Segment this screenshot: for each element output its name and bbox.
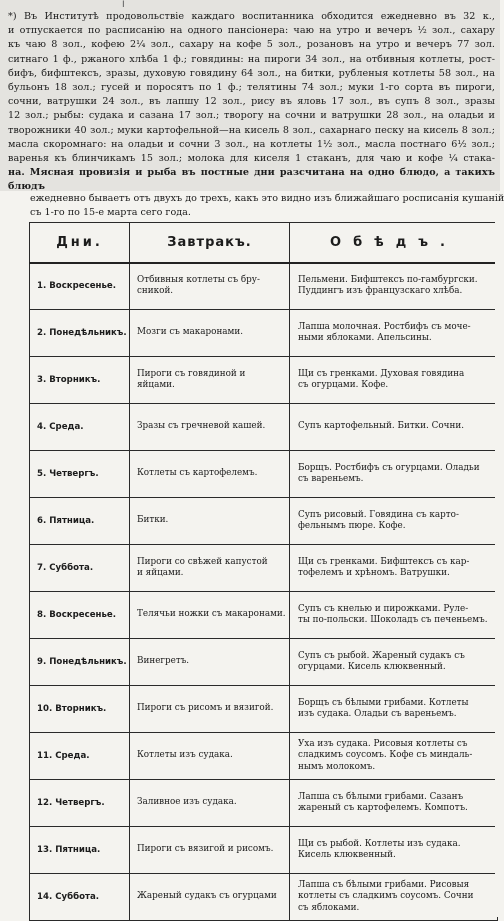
- breakfast-line: Винегретъ.: [137, 656, 190, 667]
- dinner-line: Лапша съ бѣлыми грибами. Рисовыя: [298, 879, 470, 890]
- table-row: [30, 639, 498, 686]
- breakfast-line: Зразы съ гречневой кашей.: [137, 421, 266, 432]
- day-cell: 7. Суббота.: [30, 545, 130, 592]
- breakfast-line: Пироги съ рисомъ и вязигой.: [137, 703, 274, 714]
- day-cell: 14. Суббота.: [30, 874, 130, 921]
- dinner-line: нымъ молокомъ.: [298, 761, 376, 772]
- breakfast-line: Котлеты съ картофелемъ.: [137, 468, 258, 479]
- table-row: [30, 357, 498, 404]
- day-cell: 13. Пятница.: [30, 827, 130, 874]
- page-edge: [495, 222, 500, 917]
- dinner-cell: [290, 780, 498, 827]
- header-dinner: Обѣдъ.: [290, 223, 498, 263]
- dinner-line: огурцами. Кисель клюквенный.: [298, 662, 446, 672]
- breakfast-cell: [130, 310, 290, 357]
- breakfast-line: Телячьи ножки съ макаронами.: [137, 609, 286, 620]
- intro-text: [30, 192, 504, 220]
- dinner-cell: [290, 639, 498, 686]
- breakfast-line: сникой.: [137, 286, 174, 297]
- breakfast-cell: [130, 545, 290, 592]
- footnote-line: 12 зол.; рыбы: судака и сазана 17 зол.; творогу на сочни и ватрушки 28 зол., на оладьи и: [8, 110, 495, 122]
- breakfast-line: Пироги съ вязигой и рисомъ.: [137, 844, 274, 855]
- footnote-line: и отпускается по расписанію на одного пансіонера: чаю на утро и вечеръ ½ зол., сахару: [8, 25, 495, 37]
- intro-line: съ 1-го по 15-е марта сего года.: [30, 207, 191, 218]
- header-day: Дни.: [30, 223, 130, 263]
- page-marker: I: [122, 0, 125, 10]
- breakfast-cell: [130, 780, 290, 827]
- table-row: [30, 592, 498, 639]
- day-cell: 2. Понедѣльникъ.: [30, 310, 130, 357]
- table-row: [30, 874, 498, 921]
- dinner-line: съ яблоками.: [298, 902, 360, 913]
- table-row: [30, 404, 498, 451]
- dinner-line: съ огурцами. Кофе.: [298, 380, 389, 390]
- dinner-line: котлеты съ сладкимъ соусомъ. Сочни: [298, 891, 474, 902]
- dinner-line: Кисель клюквенный.: [298, 850, 396, 860]
- dinner-line: Щи съ гренками. Бифштексъ съ кар-: [298, 556, 470, 567]
- dinner-cell: [290, 404, 498, 451]
- footnote-line: къ чаю 8 зол., кофею 2¼ зол., сахару на кофе 5 зол., розановъ на утро и вечеръ 77 зол.: [8, 39, 495, 51]
- breakfast-line: Жареный судакъ съ огурцами: [137, 891, 277, 902]
- breakfast-cell: [130, 686, 290, 733]
- breakfast-cell: [130, 404, 290, 451]
- breakfast-line: Отбивныя котлеты съ бру-: [137, 274, 260, 285]
- dinner-cell: [290, 874, 498, 921]
- breakfast-cell: [130, 592, 290, 639]
- breakfast-cell: [130, 451, 290, 498]
- footnote-line: *) Въ Институтѣ продовольствіе каждаго воспитанника обходится ежедневно въ 32 к.,: [8, 11, 495, 22]
- header-breakfast: Завтракъ.: [130, 223, 290, 263]
- table-row: [30, 310, 498, 357]
- dinner-line: Борщъ. Ростбифъ съ огурцами. Оладьи: [298, 462, 480, 473]
- dinner-line: Уха изъ судака. Рисовыя котлеты съ: [298, 738, 468, 749]
- dinner-line: Супъ картофельный. Битки. Сочни.: [298, 421, 465, 432]
- dinner-cell: [290, 451, 498, 498]
- intro-line: ежедневно бываетъ отъ двухъ до трехъ, какъ это видно изъ ближайшаго росписанія кушаній: [30, 193, 504, 204]
- breakfast-line: Заливное изъ судака.: [137, 797, 237, 808]
- breakfast-line: Котлеты изъ судака.: [137, 750, 233, 761]
- breakfast-line: Пироги со свѣжей капустой: [137, 556, 268, 567]
- day-cell: 5. Четвергъ.: [30, 451, 130, 498]
- dinner-line: жареный съ картофелемъ. Компотъ.: [298, 803, 468, 813]
- dinner-line: Супъ съ рыбой. Жареный судакъ съ: [298, 650, 465, 661]
- footnote: [8, 10, 495, 193]
- breakfast-line: Пироги съ говядиной и: [137, 368, 246, 379]
- day-cell: 6. Пятница.: [30, 498, 130, 545]
- day-cell: 1. Воскресенье.: [30, 263, 130, 310]
- table-row: [30, 451, 498, 498]
- dinner-line: изъ судака. Оладьи съ вареньемъ.: [298, 709, 457, 719]
- day-cell: 11. Среда.: [30, 733, 130, 780]
- table-row: [30, 780, 498, 827]
- dinner-line: сладкимъ соусомъ. Кофе съ миндаль-: [298, 750, 473, 761]
- dinner-line: Пельмени. Бифштексъ по-гамбургски.: [298, 274, 478, 285]
- dinner-line: Супъ рисовый. Говядина съ карто-: [298, 509, 459, 520]
- table-header-row: [30, 223, 498, 263]
- dinner-line: Супъ съ кнелью и пирожками. Руле-: [298, 603, 469, 614]
- footnote-line: на. Мясная провизія и рыба въ постные дни разсчитана на одно блюдо, а такихъ блюдъ: [8, 167, 495, 193]
- breakfast-cell: [130, 498, 290, 545]
- breakfast-line: и яйцами.: [137, 568, 184, 578]
- dinner-cell: [290, 357, 498, 404]
- footnote-line: ситнаго 1 ф., ржаного хлѣба 1 ф.; говядины: на пироги 34 зол., на отбивныя котлеты, рост-: [8, 53, 495, 65]
- dinner-cell: [290, 733, 498, 780]
- dinner-line: ты по-польски. Шоколадъ съ печеньемъ.: [298, 615, 488, 625]
- breakfast-line: Битки.: [137, 515, 169, 526]
- day-cell: 12. Четвергъ.: [30, 780, 130, 827]
- dinner-cell: [290, 686, 498, 733]
- table-row: [30, 498, 498, 545]
- breakfast-cell: [130, 639, 290, 686]
- dinner-cell: [290, 263, 498, 310]
- footnote-line: масла скоромнаго: на оладьи и сочни 3 зол., на котлеты 1½ зол., масла постнаго 6½ зол.;: [8, 138, 495, 150]
- dinner-line: съ вареньемъ.: [298, 474, 364, 484]
- dinner-line: Лапша съ бѣлыми грибами. Сазанъ: [298, 791, 464, 802]
- dinner-line: ными яблоками. Апельсины.: [298, 333, 432, 343]
- footnote-line: сочни, ватрушки 24 зол., въ лапшу 12 зол., рису въ яловь 17 зол., въ супъ 8 зол., зразы: [8, 96, 495, 108]
- dinner-cell: [290, 310, 498, 357]
- dinner-line: тофелемъ и хрѣномъ. Ватрушки.: [298, 568, 450, 578]
- table-row: [30, 733, 498, 780]
- table-row: [30, 827, 498, 874]
- breakfast-cell: [130, 263, 290, 310]
- table-row: [30, 545, 498, 592]
- footnote-line: варенья къ блинчикамъ 15 зол.; молока для киселя 1 стаканъ, для чаю и кофе ¼ стака-: [8, 152, 495, 164]
- dinner-cell: [290, 592, 498, 639]
- dinner-cell: [290, 545, 498, 592]
- breakfast-cell: [130, 357, 290, 404]
- dinner-line: Щи съ гренками. Духовая говядина: [298, 368, 465, 379]
- dinner-line: Борщъ съ бѣлыми грибами. Котлеты: [298, 697, 469, 708]
- footnote-line: бифъ, бифштексъ, зразы, духовую говядину 64 зол., на битки, рубленыя котлеты 58 зол., на: [8, 67, 495, 79]
- menu-table: [29, 222, 498, 921]
- table-row: [30, 686, 498, 733]
- breakfast-cell: [130, 827, 290, 874]
- day-cell: 9. Понедѣльникъ.: [30, 639, 130, 686]
- dinner-cell: [290, 827, 498, 874]
- dinner-line: фельнымъ пюре. Кофе.: [298, 521, 406, 531]
- table-row: [30, 263, 498, 310]
- dinner-line: Щи съ рыбой. Котлеты изъ судака.: [298, 838, 461, 849]
- breakfast-line: яйцами.: [137, 380, 175, 390]
- dinner-line: Лапша молочная. Ростбифъ съ моче-: [298, 321, 471, 332]
- day-cell: 4. Среда.: [30, 404, 130, 451]
- day-cell: 10. Вторникъ.: [30, 686, 130, 733]
- footnote-line: бульонъ 18 зол.; гусей и поросятъ по 1 ф.; телятины 74 зол.; муки 1-го сорта въ пироги,: [8, 81, 495, 93]
- dinner-line: Пуддингъ изъ французскаго хлѣба.: [298, 286, 463, 297]
- day-cell: 8. Воскресенье.: [30, 592, 130, 639]
- breakfast-cell: [130, 874, 290, 921]
- breakfast-line: Мозги съ макаронами.: [137, 327, 244, 338]
- footnote-line: творожники 40 зол.; муки картофельной—на кисель 8 зол., сахарнаго песку на кисель 8 зол.;: [8, 124, 495, 136]
- day-cell: 3. Вторникъ.: [30, 357, 130, 404]
- dinner-cell: [290, 498, 498, 545]
- breakfast-cell: [130, 733, 290, 780]
